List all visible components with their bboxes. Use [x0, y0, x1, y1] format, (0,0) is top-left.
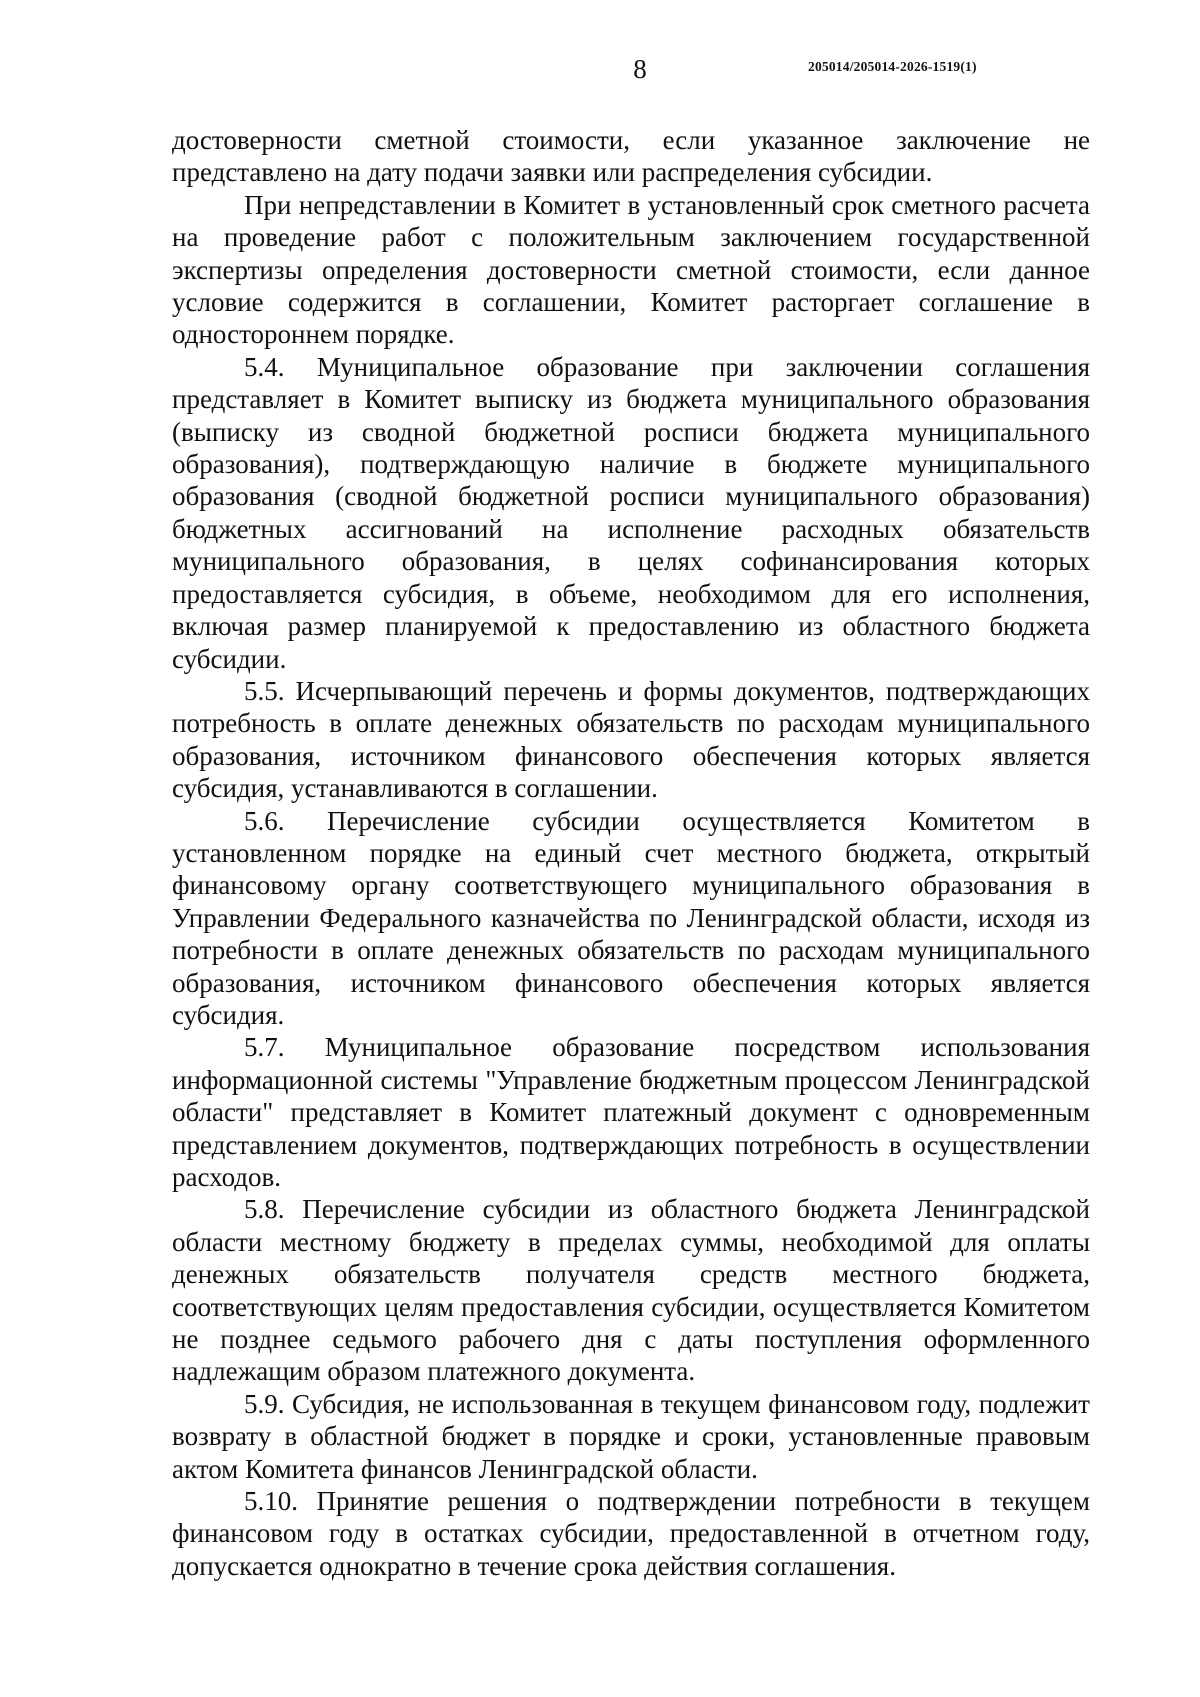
document-code: 205014/205014-2026-1519(1) — [808, 59, 977, 74]
paragraph-5-9: 5.9. Субсидия, не использованная в текущем финансовом году, подлежит возврату в областной бюджет в порядке и сроки, установленные правовым актом Комитета финансов Ленинградской области. — [172, 1388, 1090, 1484]
page-number: 8 — [633, 54, 647, 84]
document-body — [172, 124, 1090, 1582]
paragraph-5-5: 5.5. Исчерпывающий перечень и формы документов, подтверждающих потребность в оплате денежных обязательств по расходам муниципального образования, источником финансового обеспечения которых является субсидия, устанавливаются в соглашении. — [172, 675, 1090, 804]
paragraph-5-7: 5.7. Муниципальное образование посредством использования информационной системы "Управление бюджетным процессом Ленинградской области" представляет в Комитет платежный документ с одновременным представлением документов, подтверждающих потребность в осуществлении расходов. — [172, 1032, 1090, 1192]
paragraph-5-4: 5.4. Муниципальное образование при заключении соглашения представляет в Комитет выписку из бюджета муниципального образования (выписку из сводной бюджетной росписи бюджета муниципального образования), подтверждающую наличие в бюджете муниципального образования (сводной бюджетной росписи муниципального образования) бюджетных ассигнований на исполнение расходных обязательств муниципального образования, в целях софинансирования которых предоставляется субсидия, в объеме, необходимом для его исполнения, включая размер планируемой к предоставлению из областного бюджета субсидии. — [172, 351, 1090, 674]
paragraph-5-6: 5.6. Перечисление субсидии осуществляется Комитетом в установленном порядке на единый счет местного бюджета, открытый финансовому органу соответствующего муниципального образования в Управлении Федерального казначейства по Ленинградской области, исходя из потребности в оплате денежных обязательств по расходам муниципального образования, источником финансового обеспечения которых является субсидия. — [172, 805, 1090, 1030]
paragraph-nonsubmission: При непредставлении в Комитет в установленный срок сметного расчета на проведение работ с положительным заключением государственной экспертизы определения достоверности сметной стоимости, если данное условие содержится в соглашении, Комитет расторгает соглашение в одностороннем порядке. — [172, 189, 1090, 350]
paragraph-5-10: 5.10. Принятие решения о подтверждении потребности в текущем финансовом году в остатках субсидии, предоставленной в отчетном году, допускается однократно в течение срока действия соглашения. — [172, 1486, 1090, 1581]
paragraph-5-8: 5.8. Перечисление субсидии из областного бюджета Ленинградской области местному бюджету в пределах суммы, необходимой для оплаты денежных обязательств получателя средств местного бюджета, соответствующих целям предоставления субсидии, осуществляется Комитетом не позднее седьмого рабочего дня с даты поступления оформленного надлежащим образом платежного документа. — [172, 1194, 1090, 1387]
paragraph-continuation: достоверности сметной стоимости, если указанное заключение не представлено на дату подачи заявки или распределения субсидии. — [172, 125, 1090, 188]
